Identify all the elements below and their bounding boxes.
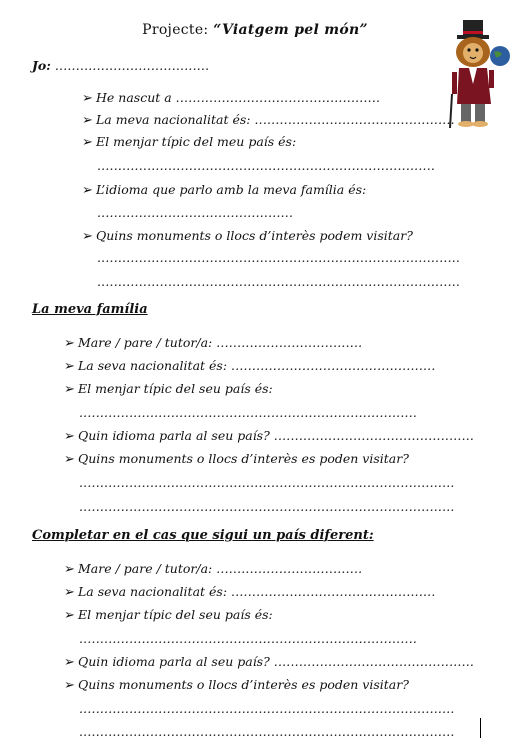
- answer-field[interactable]: ................................................: [273, 654, 475, 669]
- answer-field[interactable]: ..........................................................................................: [79, 724, 455, 739]
- jo-label: Jo:: [32, 58, 51, 73]
- jo-row: [32, 58, 209, 73]
- list-item: ➢ L’idioma que parlo amb la meva família és:: [82, 182, 367, 198]
- answer-field[interactable]: ...................................: [216, 335, 363, 350]
- answer-field[interactable]: ................................................: [273, 428, 475, 443]
- list-item: ➢ La meva nacionalitat és: ................................................: [82, 112, 455, 128]
- section-heading: Completar en el cas que sigui un país diferent:: [32, 528, 374, 543]
- project-name: “Viatgem pel món”: [213, 22, 368, 38]
- arrow-bullet-icon: ➢: [64, 608, 75, 623]
- list-item: ➢ El menjar típic del seu país és:: [64, 607, 273, 623]
- arrow-bullet-icon: ➢: [64, 678, 75, 693]
- list-item: ➢ El menjar típic del meu país és:: [82, 134, 297, 150]
- title-prefix: Projecte:: [142, 22, 214, 38]
- lion-traveler-icon: [447, 20, 510, 135]
- arrow-bullet-icon: ➢: [64, 562, 75, 577]
- text-cursor: [480, 718, 481, 738]
- arrow-bullet-icon: ➢: [64, 359, 75, 374]
- list-item: ➢ He nascut a .................................................: [82, 90, 381, 106]
- arrow-bullet-icon: ➢: [64, 429, 75, 444]
- answer-field[interactable]: .................................................: [231, 584, 436, 599]
- answer-field[interactable]: ................................................: [254, 112, 455, 127]
- list-item: ➢ La seva nacionalitat és: .................................................: [64, 358, 436, 374]
- arrow-bullet-icon: ➢: [64, 336, 75, 351]
- answer-field[interactable]: ..........................................................................................: [79, 475, 455, 490]
- list-item: ➢ La seva nacionalitat és: .................................................: [64, 584, 436, 600]
- list-item: ➢ Quins monuments o llocs d’interès podem visitar?: [82, 228, 413, 244]
- list-item: ➢ Quins monuments o llocs d’interès es poden visitar?: [64, 677, 409, 693]
- answer-field[interactable]: ..........................................................................................: [79, 701, 455, 716]
- answer-field[interactable]: ...................................: [216, 561, 363, 576]
- list-item: ➢ Quin idioma parla al seu país? ................................................: [64, 428, 475, 444]
- list-item: ➢ El menjar típic del seu país és:: [64, 381, 273, 397]
- arrow-bullet-icon: ➢: [82, 183, 93, 198]
- list-item: ➢ Mare / pare / tutor/a: ...................................: [64, 561, 363, 577]
- arrow-bullet-icon: ➢: [82, 229, 93, 244]
- answer-field[interactable]: .................................................: [175, 90, 381, 105]
- list-item: ➢ Mare / pare / tutor/a: ...................................: [64, 335, 363, 351]
- answer-field[interactable]: .................................................................................: [97, 158, 436, 173]
- answer-field[interactable]: .................................................................................: [79, 631, 418, 646]
- answer-field[interactable]: .................................................................................: [79, 405, 418, 420]
- arrow-bullet-icon: ➢: [82, 91, 93, 106]
- section-heading: La meva família: [32, 302, 148, 317]
- arrow-bullet-icon: ➢: [64, 452, 75, 467]
- arrow-bullet-icon: ➢: [82, 135, 93, 150]
- answer-field[interactable]: ...............................................: [97, 205, 294, 220]
- arrow-bullet-icon: ➢: [64, 382, 75, 397]
- list-item: ➢ Quins monuments o llocs d’interès es poden visitar?: [64, 451, 409, 467]
- arrow-bullet-icon: ➢: [82, 113, 93, 128]
- arrow-bullet-icon: ➢: [64, 585, 75, 600]
- answer-field[interactable]: .................................................: [231, 358, 436, 373]
- jo-field[interactable]: .....................................: [54, 58, 210, 73]
- arrow-bullet-icon: ➢: [64, 655, 75, 670]
- page-title: [0, 22, 510, 38]
- list-item: ➢ Quin idioma parla al seu país? ................................................: [64, 654, 475, 670]
- answer-field[interactable]: .......................................................................................: [97, 274, 461, 289]
- answer-field[interactable]: .......................................................................................: [97, 250, 461, 265]
- answer-field[interactable]: ..........................................................................................: [79, 499, 455, 514]
